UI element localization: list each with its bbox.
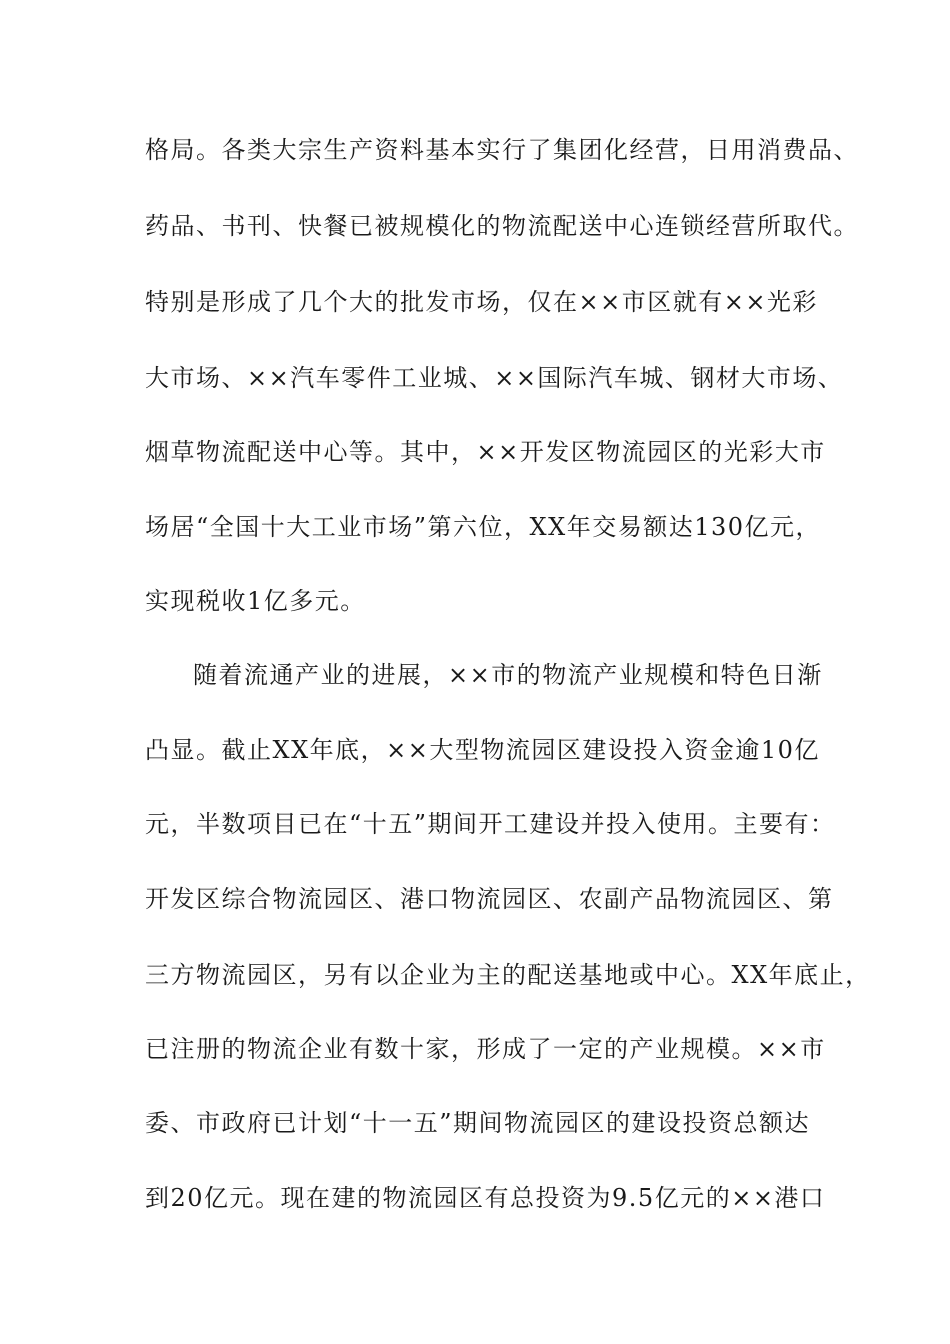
text-line: 委、市政府已计划“十一五”期间物流园区的建设投资总额达 — [145, 1109, 811, 1137]
text-line: 大市场、××汽车零件工业城、××国际汽车城、钢材大市场、 — [145, 364, 844, 392]
text-line: 烟草物流配送中心等。其中，××开发区物流园区的光彩大市 — [145, 438, 826, 466]
text-line: 随着流通产业的进展，××市的物流产业规模和特色日渐 — [193, 661, 823, 689]
text-line: 已注册的物流企业有数十家，形成了一定的产业规模。××市 — [145, 1035, 826, 1063]
text-line: 元，半数项目已在“十五”期间开工建设并投入使用。主要有： — [145, 810, 836, 838]
text-line: 场居“全国十大工业市场”第六位，XX年交易额达130亿元， — [145, 513, 822, 541]
text-line: 药品、书刊、快餐已被规模化的物流配送中心连锁经营所取代。 — [145, 212, 859, 240]
text-line: 实现税收1亿多元。 — [145, 587, 366, 615]
text-line: 到20亿元。现在建的物流园区有总投资为9.5亿元的××港口 — [145, 1184, 826, 1212]
text-line: 开发区综合物流园区、港口物流园区、农副产品物流园区、第 — [145, 885, 834, 913]
text-line: 三方物流园区，另有以企业为主的配送基地或中心。XX年底止， — [145, 961, 871, 989]
text-line: 特别是形成了几个大的批发市场，仅在××市区就有××光彩 — [145, 288, 818, 316]
text-line: 格局。各类大宗生产资料基本实行了集团化经营，日用消费品、 — [145, 136, 859, 164]
text-line: 凸显。截止XX年底，××大型物流园区建设投入资金逾10亿 — [145, 736, 820, 764]
